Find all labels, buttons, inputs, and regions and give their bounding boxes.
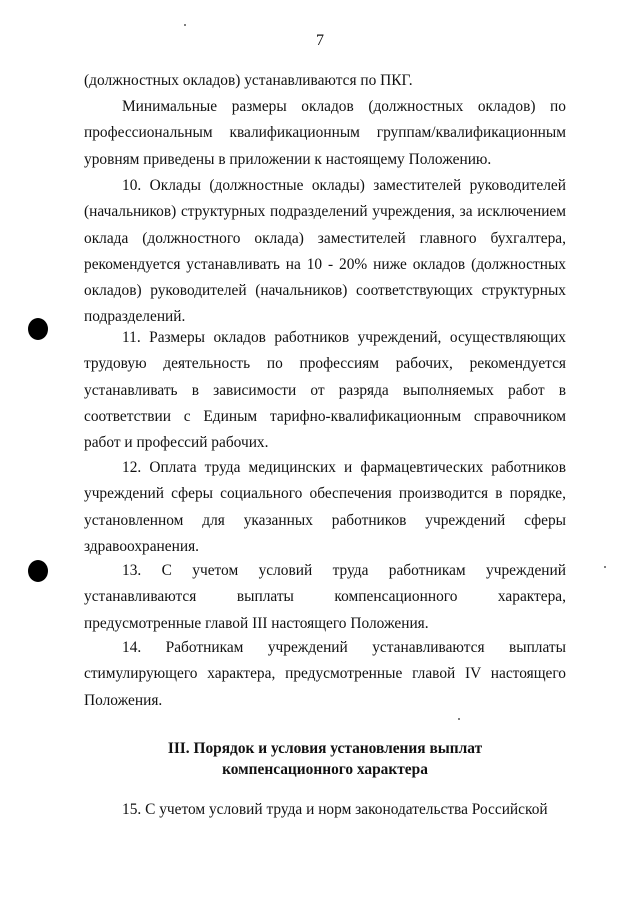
paragraph-14: 14. Работникам учреждений устанавливаются выплаты стимулирующего характера, предусмотренные главой IV настоящего Положения. <box>84 639 566 709</box>
scan-speck <box>184 24 186 26</box>
scan-speck <box>458 718 460 720</box>
paragraph-15: 15. С учетом условий труда и норм законодательства Российской <box>122 801 548 818</box>
page-number: 7 <box>316 32 324 49</box>
paragraph-13: 13. С учетом условий труда работникам учреждений устанавливаются выплаты компенсационного характера, предусмотренные главой III настоящего Положения. <box>84 562 566 632</box>
section-heading <box>84 738 566 780</box>
scan-speck <box>604 566 606 568</box>
binder-hole-mark <box>28 318 48 340</box>
section-heading-line-1: III. Порядок и условия установления выплат <box>167 740 483 757</box>
paragraph-minimum-salaries: Минимальные размеры окладов (должностных окладов) по профессиональным квалификационным группам/квалификационным уровням приведены в приложении к настоящему Положению. <box>84 98 566 168</box>
paragraph-11: 11. Размеры окладов работников учреждений, осуществляющих трудовую деятельность по профессиям рабочих, рекомендуется устанавливать в зависимости от разряда выполняемых работ в соответствии с Единым тарифно-квалификационным справочником работ и профессий рабочих. <box>84 329 566 452</box>
paragraph-continuation: (должностных окладов) устанавливаются по ПКГ. <box>84 72 413 89</box>
section-heading-line-2: компенсационного характера <box>222 761 428 778</box>
binder-hole-mark <box>28 560 48 582</box>
paragraph-12: 12. Оплата труда медицинских и фармацевтических работников учреждений сферы социального обеспечения производится в порядке, установленном для указанных работников учреждений сферы здравоохранения. <box>84 459 566 555</box>
paragraph-10: 10. Оклады (должностные оклады) заместителей руководителей (начальников) структурных подразделений учреждения, за исключением оклада (должностного оклада) заместителей главного бухгалтера, рекомендуется устанавливать на 10 - 20% ниже окладов (должностных окладов) руководителей (начальников) соответствующих структурных подразделений. <box>84 177 566 326</box>
